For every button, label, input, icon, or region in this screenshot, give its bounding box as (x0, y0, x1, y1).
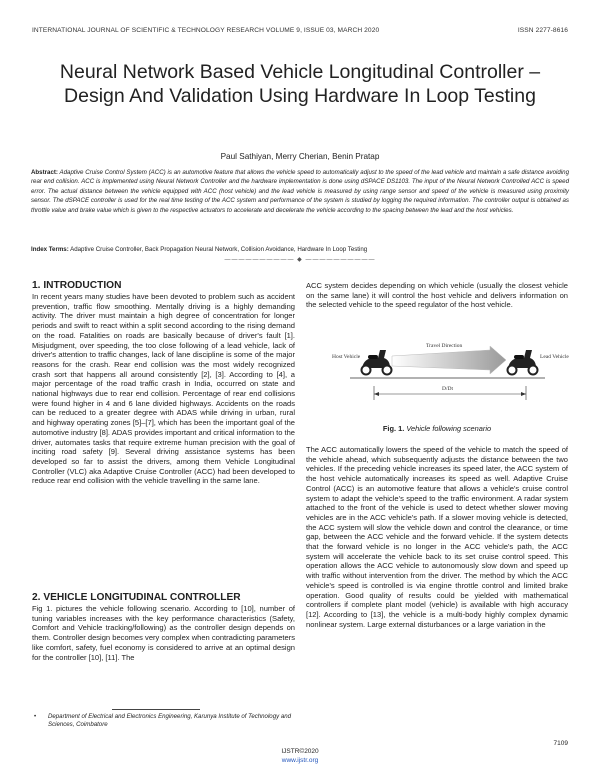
host-vehicle-label: Host Vehicle (332, 354, 361, 360)
distance-label: D/Dt (442, 386, 453, 392)
journal-name: INTERNATIONAL JOURNAL OF SCIENTIFIC & TECHNOLOGY RESEARCH VOLUME 9, ISSUE 03, MARCH 2020 (32, 27, 380, 34)
vlc-text: Fig 1. pictures the vehicle following scenario. According to [10], number of tuning variables increases with the key performance characteristics (Safety, Comfort and Vehicle tracking/following) as the controller design depends on them. Controller design becomes very complex when contradicting parameters like comfort, safety, fuel economy is considered to arrive at an optimal design for the controller [10], [11]. The (32, 604, 295, 662)
distance-arrow-right (521, 392, 526, 396)
index-terms-text: Adaptive Cruise Controller, Back Propagation Neural Network, Collision Avoidance, Hardware In Loop Testing (68, 246, 368, 253)
figure-svg (330, 338, 569, 418)
lead-vehicle-scooter-icon (508, 350, 538, 375)
footer-copyright: IJSTR©2020 (281, 748, 319, 755)
footnote (34, 713, 298, 729)
running-header (32, 27, 568, 34)
figure-caption-text: Vehicle following scenario (404, 424, 492, 433)
index-terms (31, 246, 569, 253)
right-intro-text: ACC system decides depending on which vehicle (usually the closest vehicle on the same lane) it will control the host vehicle and delivers information on the selected vehicle to the speed regulator of the host vehicle. (306, 281, 568, 310)
section-heading-vlc: 2. VEHICLE LONGITUDINAL CONTROLLER (32, 592, 241, 603)
right-body-text: The ACC automatically lowers the speed of the vehicle to match the speed of the vehicle ahead, which subsequently adjusts the distance between the two vehicles. If the preceding vehicle increases its speed later, the ACC system of the host vehicle automatically increases its speed as well. Adaptive Cruise Control (ACC) is an automotive feature that allows a vehicle's cruise control system to adapt the vehicle's speed to the traffic environment. A radar system attached to the front of the vehicle is used to detect whether slower moving vehicles are in the ACC vehicle's path. If a slower moving vehicle is detected, the ACC system will slow the vehicle down and control the clearance, or time gap, between the ACC vehicle and the forward vehicle. If the system detects that the forward vehicle is no longer in the ACC vehicle's path, the ACC system will accelerate the vehicle back to its set cruise control speed. This operation allows the ACC vehicle to autonomously slow down and speed up with traffic without intervention from the driver. The method by which the ACC vehicle's speed is controlled is via engine throttle control and limited brake operation. Good quality of results could be yielded with mathematical controllers if complete plant model (vehicle) is available with high accuracy [12]. According to [13], the vehicle is a multi-body highly complex dynamic nonlinear system. Large external disturbances or a large variation in the (306, 445, 568, 629)
footnote-text: Department of Electrical and Electronics Engineering, Karunya Institute of Technology and Sciences, Coimbatore (48, 713, 291, 728)
footer-url-link[interactable]: www.ijstr.org (281, 757, 319, 764)
page-number: 7109 (553, 740, 568, 747)
travel-direction-label: Travel Direction (426, 343, 463, 349)
figure-caption (306, 424, 568, 433)
issn: ISSN 2277-8616 (517, 27, 568, 34)
section-separator: —————————— ◆ —————————— (224, 257, 376, 263)
travel-direction-arrow (392, 346, 506, 374)
index-terms-label: Index Terms: (31, 246, 69, 253)
lead-vehicle-label: Lead Vehicle (540, 354, 569, 360)
abstract-text: Adaptive Cruise Control System (ACC) is an automotive feature that allows the vehicle speed to automatically adjust to the speed of the lead vehicle and maintain a safe distance avoiding rear end collision. ACC is implemented using Neural Network Controller and the hardware implementation is done using dSPACE DS1103. The input of the Neural Network Controlled ACC is speed error. The actual distance between the vehicle equipped with ACC (host vehicle) and the lead vehicle is measured by using range sensor and speed of the vehicle is measured using proximity sensor. The dSPACE controller is used for the real time testing of the ACC system and performance of the system is studied by logging the required information. The controller output is obtained as throttle value and brake value which is given to the respective actuators to accelerate and decelerate the vehicle according to the spacing between the lead and the host vehicles. (31, 169, 569, 214)
paper-title: Neural Network Based Vehicle Longitudinal Controller – Design And Validation Using Hardware In Loop Testing (59, 61, 541, 107)
introduction-text: In recent years many studies have been devoted to problem such as accident prevention, traffic flow smoothing. Mentally driving is a highly demanding activity. The driver must maintain a high degree of concentration for longer periods and swift to react within a split second according to the rising demand on the road. Fatalities on roads are basically because of driver's fault [1]. Misjudgment, over speeding, the too close following of a lead vehicle, lack of driver's attention to traffic changes, lack of lane discipline is some of the major reasons for the crash. Rear end collision was the most widely recognized crash sort that happens all around consistently [2], [3]. According to [4], a major percentage of the road traffic crash in India, occurred on state and national highways due to rear end collision. Percentage of rear end collisions were found higher in 4 and 6 lane divided highways. Accidents on the roads can be reduced to a greater degree with ADAS while driving in urban, rural and highway operating zones [5]–[7], which has been the important goal of the automotive industry [8]. ADAS provides important and critical information to the driver, automates tasks that require extreme human precision with the goal of inciting road safety [9]. Several driving assistance systems has been developed so far to assist the drivers, among them Vehicle Longitudinal Controller (VLC) aka Adaptive Cruise Controller (ACC) had been developed to reduce rear end collision with the vehicle travelling in the same lane. (32, 292, 296, 486)
figure-caption-label: Fig. 1. (382, 424, 405, 433)
figure-vehicle-following (330, 338, 569, 418)
footnote-rule (112, 709, 200, 710)
distance-arrow-left (374, 392, 379, 396)
host-vehicle-scooter-icon (362, 350, 392, 375)
authors: Paul Sathiyan, Merry Cherian, Benin Pratap (220, 152, 380, 161)
abstract (31, 168, 569, 215)
abstract-label: Abstract: (31, 169, 58, 176)
bullet-icon: • (34, 713, 37, 720)
section-heading-introduction: 1. INTRODUCTION (32, 280, 122, 291)
